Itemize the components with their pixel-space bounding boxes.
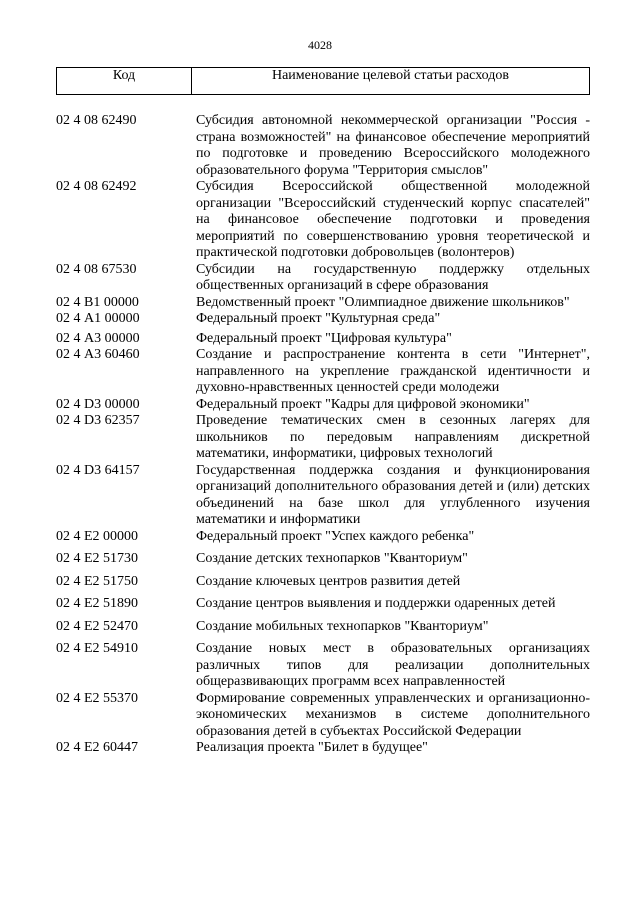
table-row [56,641,590,691]
row-name: Создание детских технопарков "Кванториум" [196,551,468,566]
row-name: Федеральный проект "Успех каждого ребенка" [196,528,475,544]
row-code: 02 4 А3 60460 [56,347,140,362]
row-code: 02 4 Е2 51890 [56,596,139,611]
row-name: Федеральный проект "Кадры для цифровой экономики" [196,396,530,412]
row-name: Создание мобильных технопарков "Кванториум" [196,618,489,634]
table-row [56,113,590,179]
table-row [56,262,590,295]
table-row [56,619,590,636]
row-name: Создание центров выявления и поддержки одаренных детей [196,596,556,611]
row-name: Реализация проекта "Билет в будущее" [196,740,428,755]
table-row [56,311,590,328]
header-name: Наименование целевой статьи расходов [271,68,510,83]
row-name: Создание ключевых центров развития детей [196,573,461,589]
table-row [56,574,590,591]
table-row [56,295,590,312]
table-row [56,179,590,262]
row-name: Субсидии на государственную поддержку отдельных общественных организаций в сфере образования [196,261,590,293]
row-code: 02 4 D3 62357 [56,413,140,428]
row-code: 02 4 08 67530 [56,261,137,277]
table-header [56,67,590,95]
row-code: 02 4 Е2 51750 [56,573,139,589]
row-name: Государственная поддержка создания и функционирования организаций дополнительного образования детей и (или) детских объединений на базе школ для углубленного изучения математики и информатики [196,462,590,527]
header-code: Код [57,68,192,94]
row-name: Субсидия Всероссийской общественной молодежной организации "Всероссийский студенческий корпус спасателей" на финансовое обеспечение подготовки и проведения мероприятий по совершенствованию уровня теоретической и практической подготовки добровольцев (волонтеров) [196,179,590,260]
table-row [56,463,590,529]
table-row [56,596,590,613]
row-code: 02 4 Е2 54910 [56,641,139,656]
table-row [56,529,590,546]
row-code: 02 4 Е2 52470 [56,618,139,634]
page-number: 4028 [308,38,332,52]
row-name: Ведомственный проект "Олимпиадное движение школьников" [196,294,570,310]
row-code: 02 4 В1 00000 [56,294,139,310]
row-code: 02 4 Е2 00000 [56,528,139,544]
row-name: Создание новых мест в образовательных организациях различных типов для реализации дополнительных общеразвивающих программ всех направленностей [196,641,590,689]
table-row [56,397,590,414]
row-name: Создание и распространение контента в сети "Интернет", направленного на укрепление гражданской идентичности и духовно-нравственных ценностей среди молодежи [196,347,590,395]
table-row [56,551,590,568]
row-code: 02 4 Е2 55370 [56,690,139,706]
row-code: 02 4 08 62492 [56,179,137,194]
row-name: Федеральный проект "Цифровая культура" [196,330,452,346]
table-row [56,691,590,741]
row-code: 02 4 А1 00000 [56,311,140,326]
row-code: 02 4 Е2 60447 [56,740,139,755]
row-code: 02 4 D3 64157 [56,462,140,478]
table-row [56,413,590,463]
table-row [56,347,590,397]
row-name: Субсидия автономной некоммерческой организации "Россия - страна возможностей" на финансовое обеспечение мероприятий по подготовке и проведению Всероссийского молодежного образовательного форума "Территория смыслов" [196,113,590,178]
row-code: 02 4 А3 00000 [56,330,140,346]
table-row [56,331,590,348]
budget-table-body [56,113,590,757]
row-name: Федеральный проект "Культурная среда" [196,311,441,326]
row-name: Проведение тематических смен в сезонных лагерях для школьников по передовым направлениям дискретной математики, информатики, цифровых технологий [196,413,590,461]
row-code: 02 4 Е2 51730 [56,551,139,566]
table-row [56,740,590,757]
row-code: 02 4 08 62490 [56,113,137,128]
row-name: Формирование современных управленческих и организационно-экономических механизмов в системе дополнительного образования детей в субъектах Российской Федерации [196,690,590,739]
row-code: 02 4 D3 00000 [56,396,140,412]
